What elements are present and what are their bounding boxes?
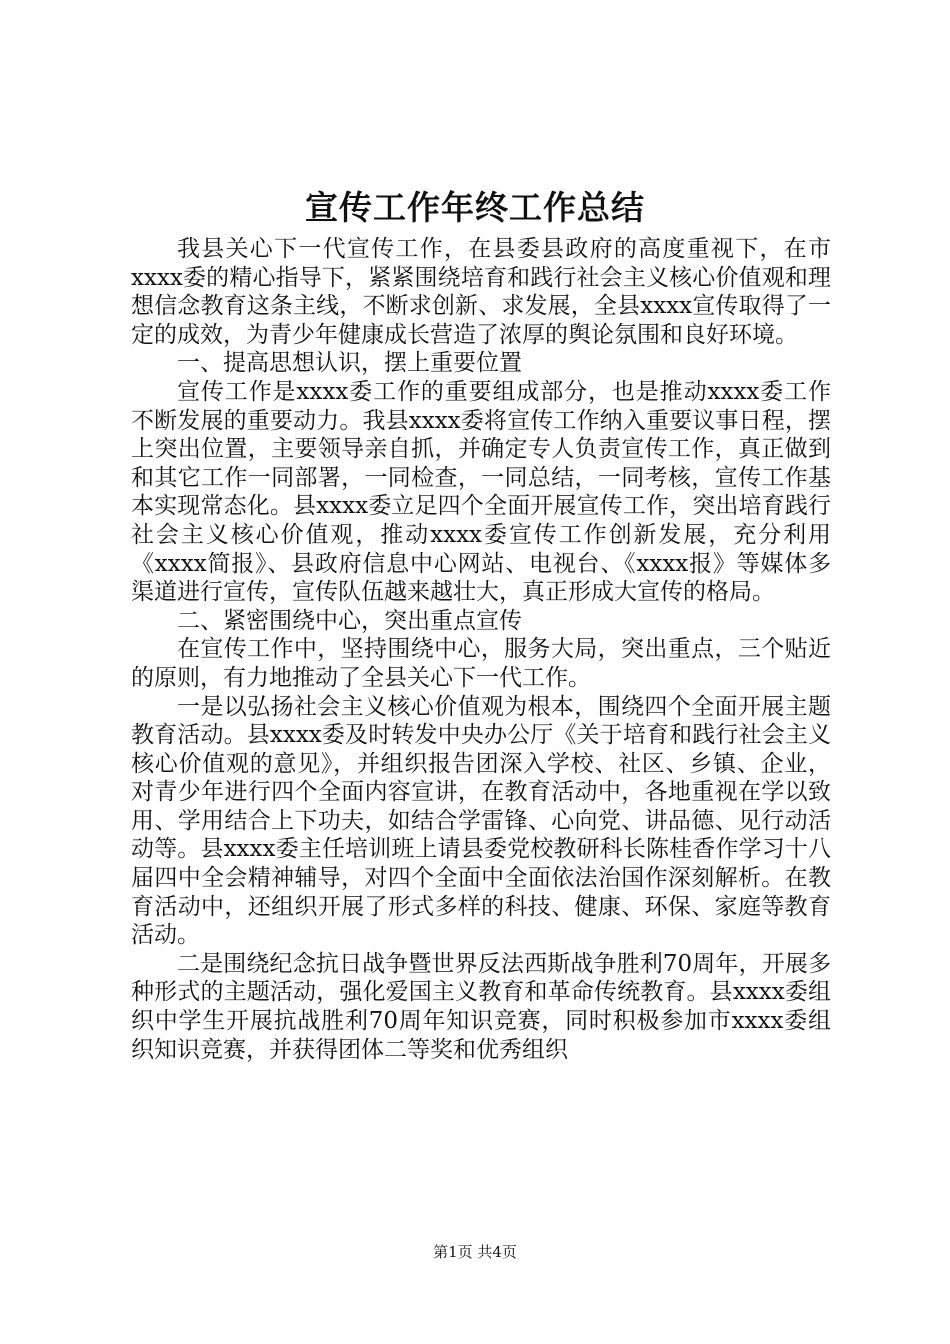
paragraph-intro: 我县关心下一代宣传工作，在县委县政府的高度重视下，在市xxxx委的精心指导下，紧紧围绕培育和践行社会主义核心价值观和理想信念教育这条主线，不断求创新、求发展，全县xxxx宣传取得了一定的成效，为青少年健康成长营造了浓厚的舆论氛围和良好环境。	[131, 236, 831, 348]
paragraph-section-2-intro: 在宣传工作中，坚持围绕中心，服务大局，突出重点，三个贴近的原则，有力地推动了全县关心下一代工作。	[131, 636, 831, 691]
document-body	[131, 235, 831, 1064]
paragraph-section-1: 宣传工作是xxxx委工作的重要组成部分，也是推动xxxx委工作不断发展的重要动力。我县xxxx委将宣传工作纳入重要议事日程，摆上突出位置，主要领导亲自抓，并确定专人负责宣传工作，真正做到和其它工作一同部署，一同检查，一同总结，一同考核，宣传工作基本实现常态化。县xxxx委立足四个全面开展宣传工作，突出培育践行社会主义核心价值观，推动xxxx委宣传工作创新发展，充分利用《xxxx简报》、县政府信息中心网站、电视台、《xxxx报》等媒体多渠道进行宣传，宣传队伍越来越壮大，真正形成大宣传的格局。	[131, 378, 831, 606]
document-title: 宣传工作年终工作总结	[305, 188, 645, 227]
paragraph-point-1: 一是以弘扬社会主义核心价值观为根本，围绕四个全面开展主题教育活动。县xxxx委及时转发中央办公厅《关于培育和践行社会主义核心价值观的意见》，并组织报告团深入学校、社区、乡镇、企业，对青少年进行四个全面内容宣讲，在教育活动中，各地重视在学以致用、学用结合上下功夫，如结合学雷锋、心向党、讲品德、见行动活动等。县xxxx委主任培训班上请县委党校教研科长陈桂香作学习十八届四中全会精神辅导，对四个全面中全面依法治国作深刻解析。在教育活动中，还组织开展了形式多样的科技、健康、环保、家庭等教育活动。	[131, 693, 831, 949]
section-heading-1: 一、提高思想认识，摆上重要位置	[177, 350, 522, 377]
section-heading-2: 二、紧密围绕中心，突出重点宣传	[177, 607, 522, 634]
paragraph-point-2: 二是围绕纪念抗日战争暨世界反法西斯战争胜利70周年，开展多种形式的主题活动，强化爱国主义教育和革命传统教育。县xxxx委组织中学生开展抗战胜利70周年知识竞赛，同时积极参加市xxxx委组织知识竞赛，并获得团体二等奖和优秀组织	[131, 950, 831, 1063]
page-number-footer: 第1页 共4页	[433, 1243, 517, 1261]
